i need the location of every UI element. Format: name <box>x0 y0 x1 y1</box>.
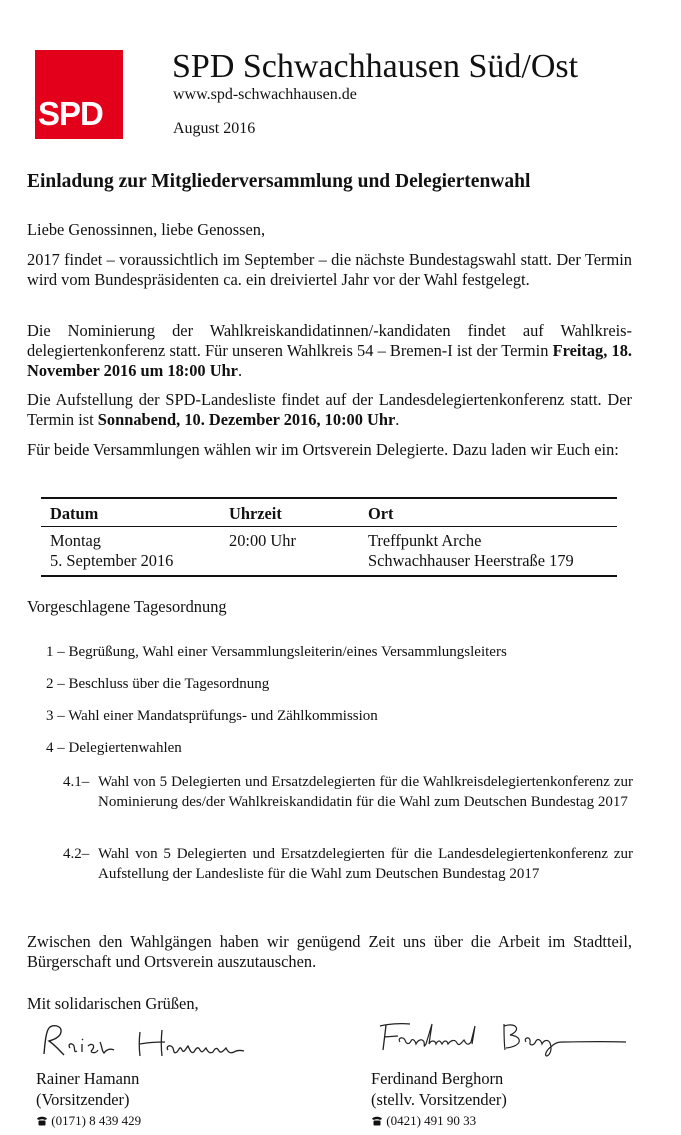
paragraph-bundestagswahl: 2017 findet – voraussichtlich im September – die nächste Bundestagswahl statt. Der Termin wird vom Bundespräsidenten ca. ein dreiviertel Jahr vor der Wahl festgelegt. <box>27 250 632 289</box>
spd-logo <box>35 50 123 139</box>
date-wahlkreiskonferenz: Freitag, 18. November 2016 um 18:00 Uhr <box>27 341 632 380</box>
phone-number: (0171) 8 439 429 <box>51 1113 142 1128</box>
signatory-role: (Vorsitzender) <box>36 1090 130 1109</box>
agenda-item: 4 – Delegiertenwahlen <box>46 740 182 756</box>
agenda-subitem <box>63 845 633 884</box>
meeting-day: 5. September 2016 <box>50 551 174 570</box>
signatory-name: Rainer Hamann <box>36 1069 140 1088</box>
agenda-subitem <box>63 773 633 812</box>
meeting-time: 20:00 Uhr <box>220 527 359 577</box>
agenda-subitem-text: Wahl von 5 Delegierten und Ersatzdelegierten für die Landesdelegiertenkonferenz zur Aufstellung der Landesliste für die Wahl zum Deutschen Bundestag 2017 <box>98 846 633 882</box>
header-place: Ort <box>359 498 617 527</box>
agenda-item: 2 – Beschluss über die Tagesordnung <box>46 676 270 692</box>
agenda-item: 3 – Wahl einer Mandatsprüfungs- und Zählkommission <box>46 708 378 724</box>
meeting-address: Schwachhauser Heerstraße 179 <box>368 551 574 570</box>
phone-number: (0421) 491 90 33 <box>386 1113 477 1128</box>
greeting: Mit solidarischen Grüßen, <box>27 994 199 1013</box>
phone-icon <box>36 1116 48 1126</box>
agenda-subitem-number: 4.2– <box>63 846 90 862</box>
phone-icon <box>371 1116 383 1126</box>
header-time: Uhrzeit <box>220 498 359 527</box>
meeting-place <box>359 527 617 577</box>
meeting-table <box>41 497 617 577</box>
logo-text: SPD <box>38 95 103 132</box>
letter-title: Einladung zur Mitgliederversammlung und Delegiertenwahl <box>27 171 531 192</box>
organization-name: SPD Schwachhausen Süd/Ost <box>172 48 579 85</box>
signatory-berghorn <box>371 1068 507 1131</box>
paragraph-nominierung <box>27 321 632 381</box>
agenda-subitem-text: Wahl von 5 Delegierten und Ersatzdelegierten für die Wahlkreisdelegiertenkonferenz zur Nominierung des/der Wahlkreiskandidatin für die Wahl zum Deutschen Bundestag 2017 <box>98 774 633 810</box>
agenda-heading: Vorgeschlagene Tagesordnung <box>27 597 227 616</box>
paragraph-delegierte: Für beide Versammlungen wählen wir im Ortsverein Delegierte. Dazu laden wir Euch ein: <box>27 440 619 459</box>
table-row <box>41 527 617 577</box>
signatory-hamann <box>36 1068 141 1131</box>
paragraph-nominierung-end: . <box>237 361 243 380</box>
meeting-date <box>41 527 220 577</box>
table-header-row <box>41 498 617 527</box>
closing-paragraph: Zwischen den Wahlgängen haben wir genügend Zeit uns über die Arbeit im Stadtteil, Bürgerschaft und Ortsverein auszutauschen. <box>27 932 632 971</box>
meeting-venue: Treffpunkt Arche <box>368 531 482 550</box>
signatory-phone <box>36 1110 141 1131</box>
paragraph-landesliste-text: Die Aufstellung der SPD-Landesliste findet auf der Landesdelegiertenkonferenz statt. Der Termin ist <box>27 390 632 429</box>
paragraph-landesliste <box>27 390 632 430</box>
signatory-phone <box>371 1110 507 1131</box>
date-landeskonferenz: Sonnabend, 10. Dezember 2016, 10:00 Uhr <box>97 410 396 429</box>
letter-date: August 2016 <box>173 120 256 137</box>
signatory-role: (stellv. Vorsitzender) <box>371 1090 507 1109</box>
website-url: www.spd-schwachhausen.de <box>173 86 357 103</box>
signatory-name: Ferdinand Berghorn <box>371 1069 504 1088</box>
signature-berghorn <box>376 1020 636 1060</box>
agenda-subitem-number: 4.1– <box>63 774 90 790</box>
salutation: Liebe Genossinnen, liebe Genossen, <box>27 220 266 239</box>
meeting-weekday: Montag <box>50 531 101 550</box>
header-date: Datum <box>41 498 220 527</box>
paragraph-landesliste-end: . <box>395 410 400 429</box>
signature-hamann <box>40 1020 250 1064</box>
agenda-item: 1 – Begrüßung, Wahl einer Versammlungsleiterin/eines Versammlungsleiters <box>46 644 507 660</box>
paragraph-nominierung-text: Die Nominierung der Wahlkreiskandidatinnen/-kandidaten findet auf Wahlkreisdelegiertenkonferenz statt. Für unseren Wahlkreis 54 – Bremen-I ist der Termin <box>27 321 632 360</box>
